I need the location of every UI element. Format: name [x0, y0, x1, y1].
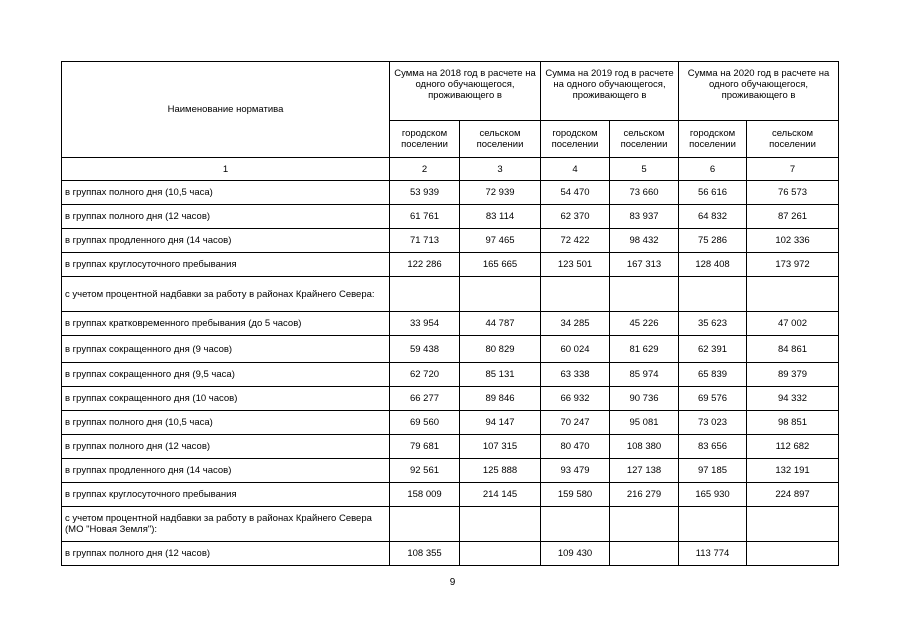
value-cell: 71 713 [390, 229, 460, 253]
col-number: 5 [610, 158, 679, 181]
value-cell [390, 277, 460, 312]
row-name-cell: в группах полного дня (10,5 часа) [62, 181, 390, 205]
col-number: 4 [541, 158, 610, 181]
value-cell: 158 009 [390, 483, 460, 507]
value-cell [747, 542, 839, 566]
value-cell: 60 024 [541, 336, 610, 363]
header-sub-urban-2020: городском поселении [679, 121, 747, 158]
value-cell: 66 932 [541, 387, 610, 411]
value-cell: 107 315 [460, 435, 541, 459]
table-row [62, 483, 839, 507]
value-cell: 61 761 [390, 205, 460, 229]
value-cell: 79 681 [390, 435, 460, 459]
table-row [62, 507, 839, 542]
header-sub-rural-2020: сельском поселении [747, 121, 839, 158]
row-name-cell: в группах кратковременного пребывания (до 5 часов) [62, 312, 390, 336]
value-cell: 127 138 [610, 459, 679, 483]
value-cell [390, 507, 460, 542]
value-cell: 73 660 [610, 181, 679, 205]
header-sub-urban-2018: городском поселении [390, 121, 460, 158]
value-cell: 72 939 [460, 181, 541, 205]
value-cell: 76 573 [747, 181, 839, 205]
table-row [62, 336, 839, 363]
table-row [62, 253, 839, 277]
value-cell: 69 576 [679, 387, 747, 411]
col-number: 1 [62, 158, 390, 181]
header-row-top [62, 62, 839, 121]
table-row [62, 229, 839, 253]
value-cell [541, 507, 610, 542]
value-cell: 62 720 [390, 363, 460, 387]
value-cell: 75 286 [679, 229, 747, 253]
value-cell [679, 277, 747, 312]
value-cell: 173 972 [747, 253, 839, 277]
row-name-cell: в группах сокращенного дня (10 часов) [62, 387, 390, 411]
value-cell: 123 501 [541, 253, 610, 277]
value-cell: 214 145 [460, 483, 541, 507]
value-cell [679, 507, 747, 542]
header-year-2019: Сумма на 2019 год в расчете на одного обучающегося, проживающего в [541, 62, 679, 121]
header-sub-rural-2018: сельском поселении [460, 121, 541, 158]
row-name-cell: с учетом процентной надбавки за работу в районах Крайнего Севера (МО "Новая Земля"): [62, 507, 390, 542]
table-row [62, 459, 839, 483]
value-cell: 72 422 [541, 229, 610, 253]
value-cell [610, 507, 679, 542]
value-cell [747, 507, 839, 542]
value-cell: 108 355 [390, 542, 460, 566]
row-name-cell: в группах круглосуточного пребывания [62, 483, 390, 507]
table-row [62, 312, 839, 336]
value-cell: 98 432 [610, 229, 679, 253]
value-cell [541, 277, 610, 312]
table-row [62, 435, 839, 459]
value-cell: 165 930 [679, 483, 747, 507]
value-cell: 69 560 [390, 411, 460, 435]
value-cell: 65 839 [679, 363, 747, 387]
value-cell: 62 370 [541, 205, 610, 229]
value-cell: 108 380 [610, 435, 679, 459]
value-cell: 112 682 [747, 435, 839, 459]
value-cell: 83 937 [610, 205, 679, 229]
value-cell: 83 656 [679, 435, 747, 459]
value-cell [460, 507, 541, 542]
value-cell: 33 954 [390, 312, 460, 336]
row-name-cell: в группах полного дня (12 часов) [62, 435, 390, 459]
row-name-cell: в группах полного дня (12 часов) [62, 542, 390, 566]
value-cell: 45 226 [610, 312, 679, 336]
value-cell: 89 379 [747, 363, 839, 387]
value-cell: 85 974 [610, 363, 679, 387]
value-cell: 90 736 [610, 387, 679, 411]
value-cell: 167 313 [610, 253, 679, 277]
value-cell [460, 277, 541, 312]
value-cell: 73 023 [679, 411, 747, 435]
value-cell: 94 147 [460, 411, 541, 435]
table-row [62, 277, 839, 312]
value-cell: 47 002 [747, 312, 839, 336]
col-number: 7 [747, 158, 839, 181]
value-cell: 63 338 [541, 363, 610, 387]
page-number: 9 [449, 577, 456, 588]
value-cell: 97 465 [460, 229, 541, 253]
value-cell: 44 787 [460, 312, 541, 336]
header-year-2020: Сумма на 2020 год в расчете на одного обучающегося, проживающего в [679, 62, 839, 121]
header-sub-rural-2019: сельском поселении [610, 121, 679, 158]
value-cell: 165 665 [460, 253, 541, 277]
value-cell: 94 332 [747, 387, 839, 411]
row-name-cell: с учетом процентной надбавки за работу в районах Крайнего Севера: [62, 277, 390, 312]
value-cell [610, 542, 679, 566]
value-cell: 128 408 [679, 253, 747, 277]
value-cell: 122 286 [390, 253, 460, 277]
row-name-cell: в группах круглосуточного пребывания [62, 253, 390, 277]
row-name-cell: в группах сокращенного дня (9 часов) [62, 336, 390, 363]
value-cell: 224 897 [747, 483, 839, 507]
value-cell: 125 888 [460, 459, 541, 483]
table-row [62, 387, 839, 411]
value-cell: 80 470 [541, 435, 610, 459]
value-cell: 62 391 [679, 336, 747, 363]
value-cell: 98 851 [747, 411, 839, 435]
value-cell: 109 430 [541, 542, 610, 566]
norms-table [61, 61, 839, 566]
value-cell [610, 277, 679, 312]
table-row [62, 542, 839, 566]
value-cell: 64 832 [679, 205, 747, 229]
col-number: 6 [679, 158, 747, 181]
value-cell [747, 277, 839, 312]
value-cell: 34 285 [541, 312, 610, 336]
value-cell: 87 261 [747, 205, 839, 229]
value-cell: 53 939 [390, 181, 460, 205]
value-cell: 113 774 [679, 542, 747, 566]
row-name-cell: в группах продленного дня (14 часов) [62, 459, 390, 483]
value-cell: 93 479 [541, 459, 610, 483]
value-cell: 84 861 [747, 336, 839, 363]
table-row [62, 205, 839, 229]
value-cell: 83 114 [460, 205, 541, 229]
header-year-2018: Сумма на 2018 год в расчете на одного обучающегося, проживающего в [390, 62, 541, 121]
value-cell [460, 542, 541, 566]
row-name-cell: в группах полного дня (10,5 часа) [62, 411, 390, 435]
value-cell: 70 247 [541, 411, 610, 435]
value-cell: 95 081 [610, 411, 679, 435]
table-row [62, 181, 839, 205]
value-cell: 102 336 [747, 229, 839, 253]
col-number: 2 [390, 158, 460, 181]
row-name-cell: в группах продленного дня (14 часов) [62, 229, 390, 253]
value-cell: 81 629 [610, 336, 679, 363]
header-name-col: Наименование норматива [62, 62, 390, 158]
row-name-cell: в группах сокращенного дня (9,5 часа) [62, 363, 390, 387]
value-cell: 54 470 [541, 181, 610, 205]
row-name-cell: в группах полного дня (12 часов) [62, 205, 390, 229]
table-row [62, 411, 839, 435]
value-cell: 159 580 [541, 483, 610, 507]
value-cell: 89 846 [460, 387, 541, 411]
value-cell: 35 623 [679, 312, 747, 336]
value-cell: 80 829 [460, 336, 541, 363]
header-sub-urban-2019: городском поселении [541, 121, 610, 158]
value-cell: 66 277 [390, 387, 460, 411]
value-cell: 132 191 [747, 459, 839, 483]
value-cell: 92 561 [390, 459, 460, 483]
value-cell: 216 279 [610, 483, 679, 507]
value-cell: 85 131 [460, 363, 541, 387]
header-row-numbers [62, 158, 839, 181]
value-cell: 56 616 [679, 181, 747, 205]
table-row [62, 363, 839, 387]
col-number: 3 [460, 158, 541, 181]
value-cell: 97 185 [679, 459, 747, 483]
value-cell: 59 438 [390, 336, 460, 363]
